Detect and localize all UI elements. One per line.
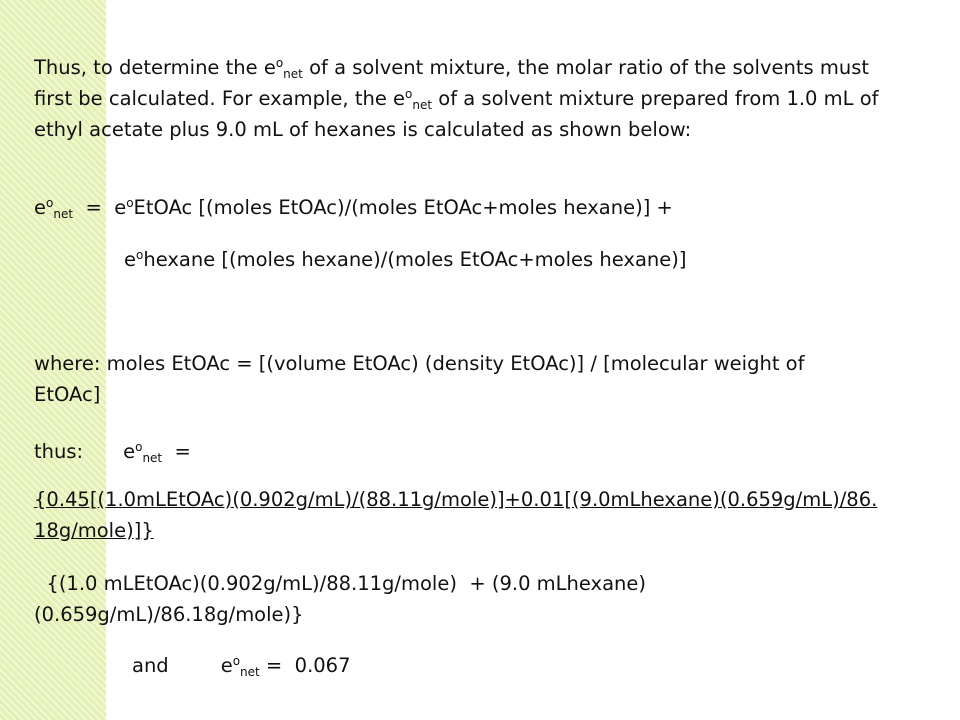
intro-text-2: of a solvent mixture, the molar ratio of the solvents must first be calculated. For example, the e	[34, 56, 870, 110]
e-superscript: o	[126, 196, 134, 210]
result-equals: =	[259, 654, 295, 677]
e-superscript: o	[232, 654, 241, 668]
e-superscript: o	[275, 56, 284, 70]
lhs-e: e	[34, 196, 46, 219]
result-line	[132, 650, 351, 681]
net-subscript: net	[412, 98, 433, 112]
equation-line-1	[34, 192, 673, 223]
thus-line	[34, 436, 191, 467]
term1-e: e	[114, 196, 127, 219]
net-subscript: net	[53, 207, 74, 221]
result-value: 0.067	[294, 654, 351, 677]
thus-equals: =	[162, 440, 191, 463]
result-e: e	[220, 654, 233, 677]
thus-e: e	[123, 440, 136, 463]
where-definition: where: moles EtOAc = [(volume EtOAc) (density EtOAc)] / [molecular weight of EtOAc]	[34, 352, 805, 406]
net-subscript: net	[283, 67, 303, 81]
e-superscript: o	[405, 87, 413, 101]
equation-term-2: hexane [(moles hexane)/(moles EtOAc+moles hexane)]	[143, 248, 687, 271]
intro-text-3: of a solvent mixture prepared from 1.0 mL of ethyl acetate plus 9.0 mL of hexanes is calculated as shown below:	[34, 87, 879, 141]
and-label: and	[132, 654, 169, 677]
net-subscript: net	[240, 665, 260, 679]
equals-sign: =	[73, 196, 115, 219]
numerator-expression: {0.45[(1.0mLEtOAc)(0.902g/mL)/(88.11g/mole)]+0.01[(9.0mLhexane)(0.659g/mL)/86.18g/mole)]}	[34, 488, 878, 542]
denominator-expression: {(1.0 mLEtOAc)(0.902g/mL)/88.11g/mole) + (9.0 mLhexane)(0.659g/mL)/86.18g/mole)}	[34, 572, 647, 626]
e-superscript: o	[136, 248, 144, 262]
net-subscript: net	[142, 451, 163, 465]
intro-paragraph	[34, 52, 904, 145]
equation-line-2	[124, 244, 686, 275]
intro-text-1: Thus, to determine the e	[34, 56, 276, 79]
e-superscript: o	[46, 196, 54, 210]
e-superscript: o	[135, 440, 143, 454]
equation-term-1: EtOAc [(moles EtOAc)/(moles EtOAc+moles hexane)] +	[133, 196, 673, 219]
term2-e: e	[124, 248, 136, 271]
thus-label: thus:	[34, 440, 84, 463]
